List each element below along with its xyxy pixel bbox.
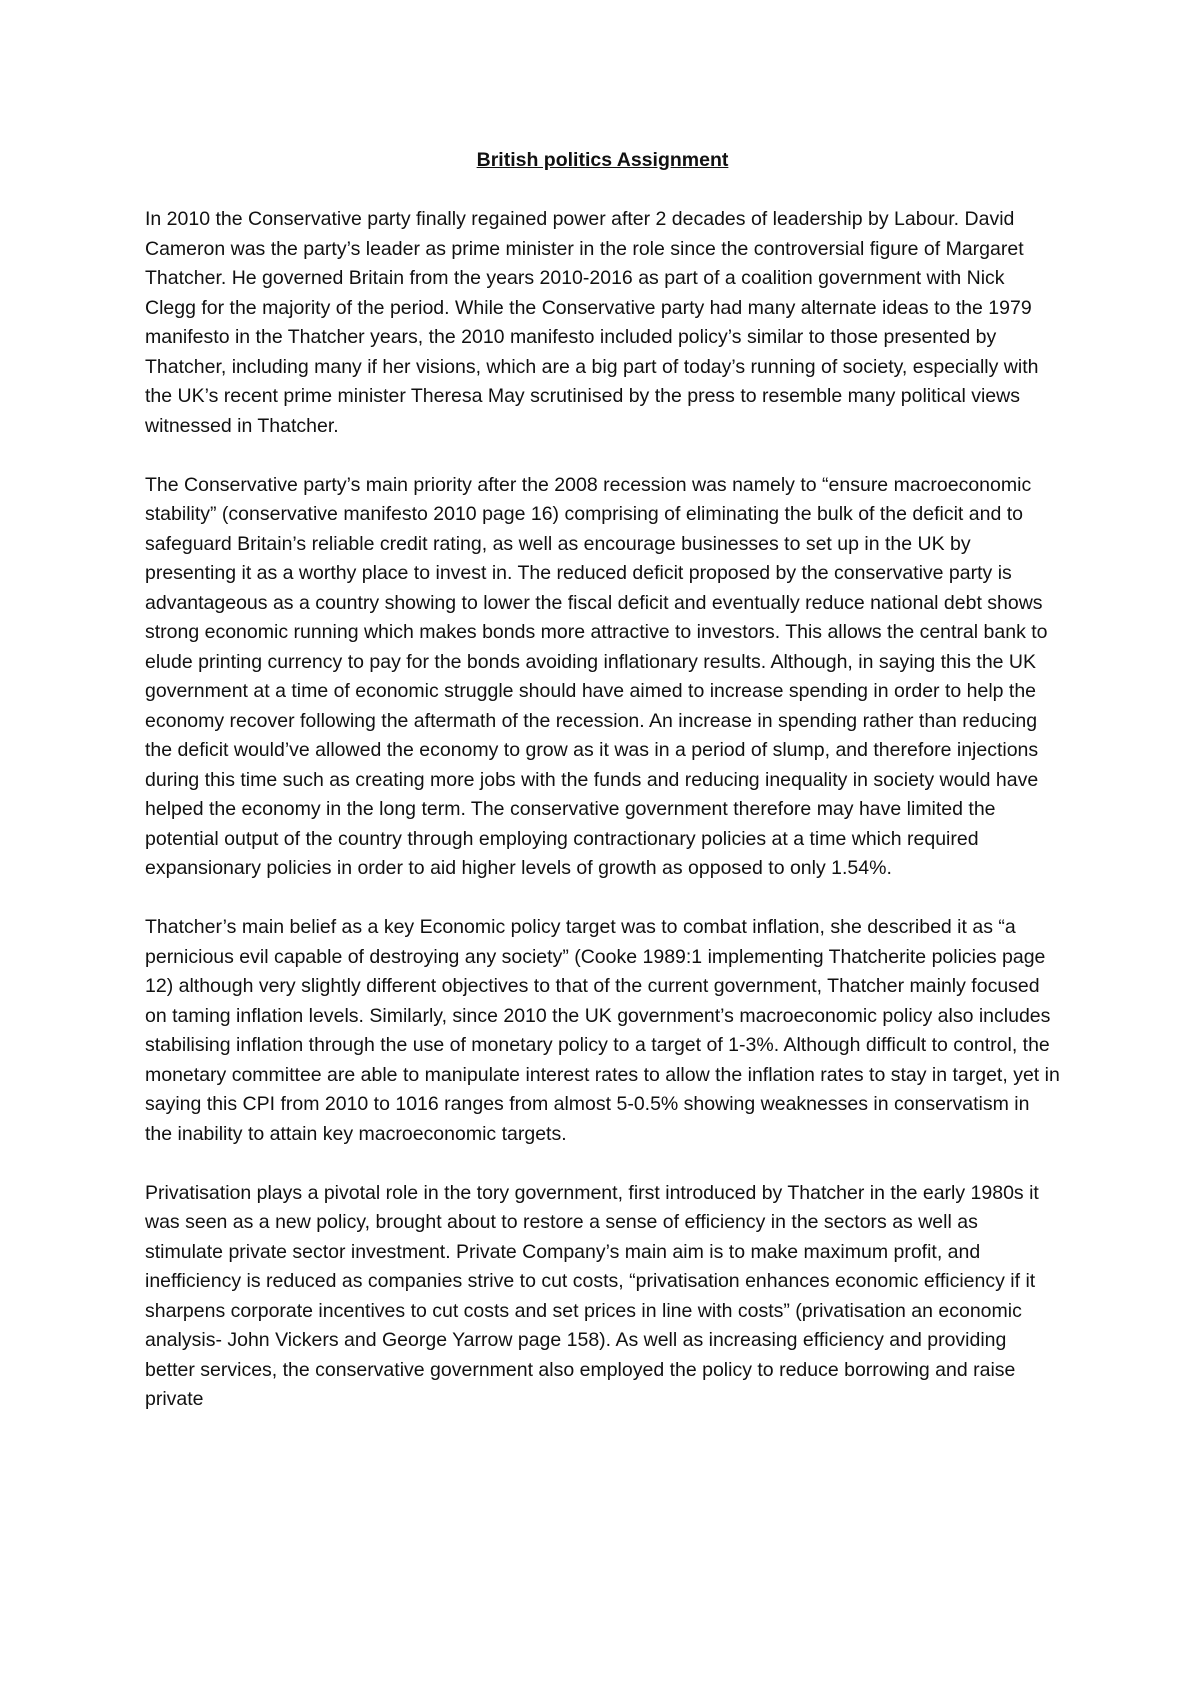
paragraph-2: The Conservative party’s main priority after the 2008 recession was namely to “ensure macroeconomic stability” (conservative manifesto 2010 page 16) comprising of eliminating the bulk of the deficit and to safeguard Britain’s reliable credit rating, as well as encourage businesses to set up in the UK by presenting it as a worthy place to invest in. The reduced deficit proposed by the conservative party is advantageous as a country showing to lower the fiscal deficit and eventually reduce national debt shows strong economic running which makes bonds more attractive to investors. This allows the central bank to elude printing currency to pay for the bonds avoiding inflationary results. Although, in saying this the UK government at a time of economic struggle should have aimed to increase spending in order to help the economy recover following the aftermath of the recession. An increase in spending rather than reducing the deficit would’ve allowed the economy to grow as it was in a period of slump, and therefore injections during this time such as creating more jobs with the funds and reducing inequality in society would have helped the economy in the long term. The conservative government therefore may have limited the potential output of the country through employing contractionary policies at a time which required expansionary policies in order to aid higher levels of growth as opposed to only 1.54%.	[145, 473, 1048, 879]
paragraph-1: In 2010 the Conservative party finally regained power after 2 decades of leadership by Labour. David Cameron was the party’s leader as prime minister in the role since the controversial figure of Margaret Thatcher. He governed Britain from the years 2010-2016 as part of a coalition government with Nick Clegg for the majority of the period. While the Conservative party had many alternate ideas to the 1979 manifesto in the Thatcher years, the 2010 manifesto included policy’s similar to those presented by Thatcher, including many if her visions, which are a big part of today’s running of society, especially with the UK’s recent prime minister Theresa May scrutinised by the press to resemble many political views witnessed in Thatcher.	[145, 208, 1039, 437]
document-title: British politics Assignment	[476, 149, 729, 171]
paragraph-4: Privatisation plays a pivotal role in the tory government, first introduced by Thatcher in the early 1980s it was seen as a new policy, brought about to restore a sense of efficiency in the sectors as well as stimulate private sector investment. Private Company’s main aim is to make maximum profit, and inefficiency is reduced as companies strive to cut costs, “privatisation enhances economic efficiency if it sharpens corporate incentives to cut costs and set prices in line with costs” (privatisation an economic analysis- John Vickers and George Yarrow page 158). As well as increasing efficiency and providing better services, the conservative government also employed the policy to reduce borrowing and raise private	[145, 1181, 1039, 1410]
paragraph-3: Thatcher’s main belief as a key Economic policy target was to combat inflation, she described it as “a pernicious evil capable of destroying any society” (Cooke 1989:1 implementing Thatcherite policies page 12) although very slightly different objectives to that of the current government, Thatcher mainly focused on taming inflation levels. Similarly, since 2010 the UK government’s macroeconomic policy also includes stabilising inflation through the use of monetary policy to a target of 1-3%. Although difficult to control, the monetary committee are able to manipulate interest rates to allow the inflation rates to stay in target, yet in saying this CPI from 2010 to 1016 ranges from almost 5-0.5% showing weaknesses in conservatism in the inability to attain key macroeconomic targets.	[145, 916, 1060, 1145]
document-body	[145, 146, 1060, 1415]
